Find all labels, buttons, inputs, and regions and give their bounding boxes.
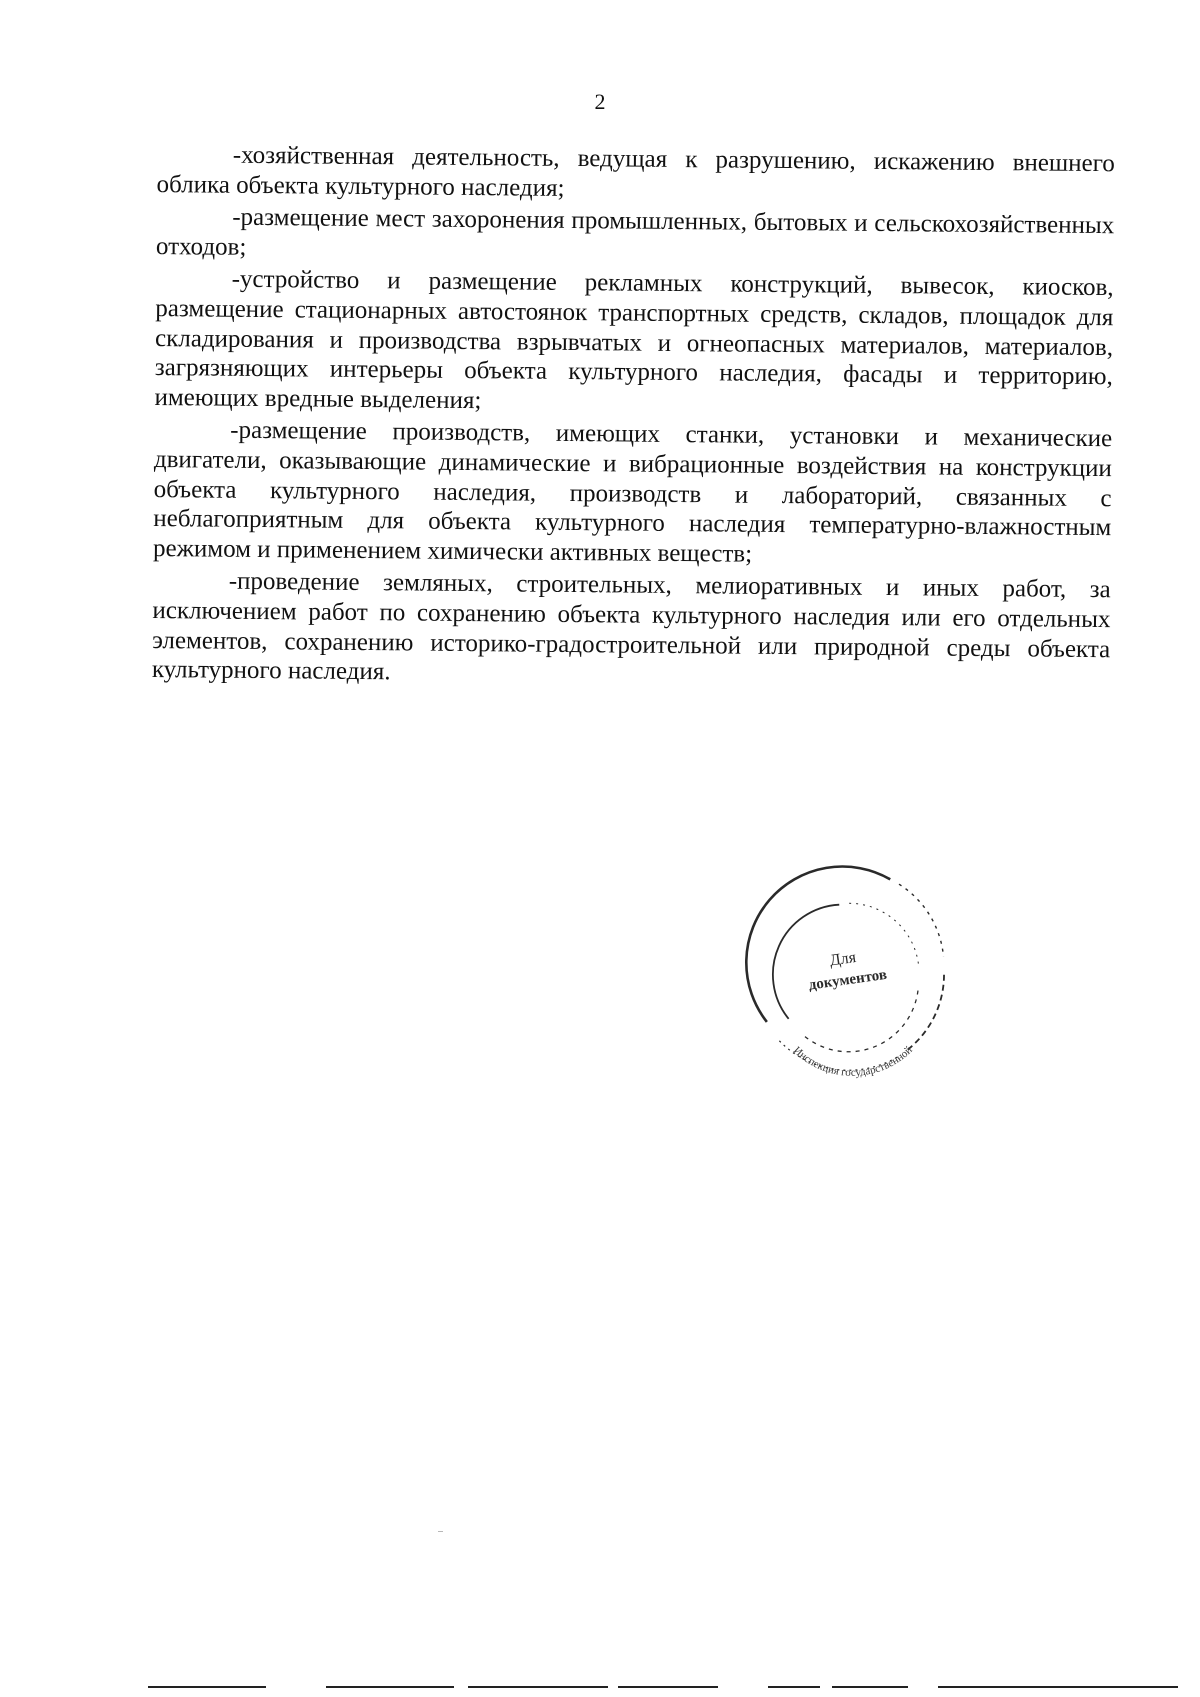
body-text xyxy=(152,140,1115,697)
footer-rule xyxy=(618,1686,718,1688)
paragraph-2: -размещение мест захоронения промышленных, бытовых и сельскохозяйственных отходов; xyxy=(155,203,1115,261)
footer-rule xyxy=(468,1686,608,1688)
paragraph-1: -хозяйственная деятельность, ведущая к разрушению, искажению внешнего облика объекта культурного наследия; xyxy=(156,141,1115,202)
paragraph-4: -размещение производств, имеющих станки, установки и механические двигатели, оказывающие динамические и вибрационные воздействия на конструкции объекта культурного наследия, производств и лабораторий, связанных с неблагоприятным для объекта культурного наследия температурно-влажностным режимом и применением химически активных веществ; xyxy=(152,417,1113,568)
footer-rule xyxy=(768,1686,820,1688)
stamp-center-line-2: документов xyxy=(807,966,888,994)
footer-rule xyxy=(938,1686,1178,1688)
footer-rules xyxy=(148,1686,1178,1690)
paragraph-5: -проведение земляных, строительных, мелиоративных и иных работ, за исключением работ по сохранению объекта культурного наследия или его отдельных элементов, сохранению историко-градостроительной или природной среды объекта культурного наследия. xyxy=(151,568,1111,686)
stamp-ring-text xyxy=(790,1029,917,1088)
stamp-ring-text-path: Инспекция государственной xyxy=(790,1044,915,1079)
footer-rule xyxy=(832,1686,908,1688)
footer-rule xyxy=(148,1686,266,1688)
page-number: 2 xyxy=(594,89,606,114)
paragraph-3: -устройство и размещение рекламных конструкций, вывесок, киосков, размещение стационарных автостоянок транспортных средств, складов, площадок для складирования и производства взрывчатых и огнеопасных материалов, материалов, загрязняющих интерьеры объекта культурного наследия, фасады и территорию, имеющих вредные выделения; xyxy=(154,266,1114,414)
scan-speck xyxy=(438,1531,443,1532)
stamp-center-line-1: Для xyxy=(828,948,858,970)
footer-rule xyxy=(326,1686,454,1688)
stamp-seal-icon xyxy=(735,860,963,1088)
